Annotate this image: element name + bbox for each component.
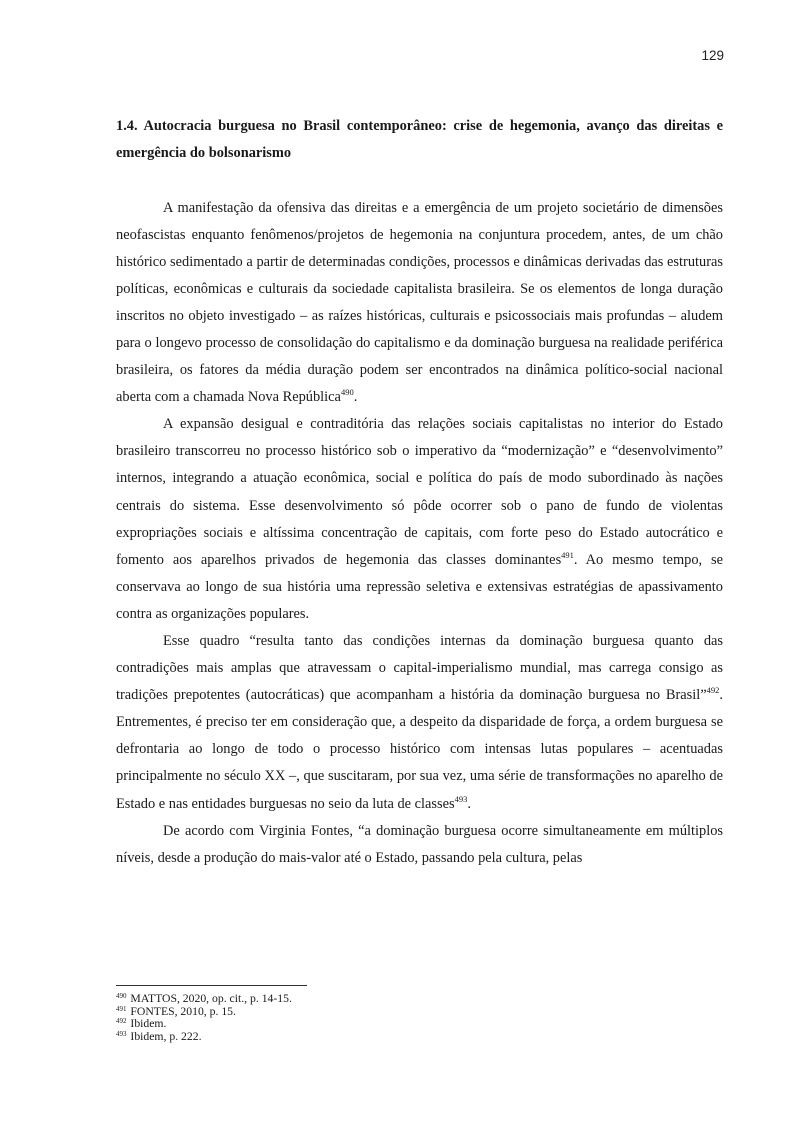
section-title: 1.4. Autocracia burguesa no Brasil contemporâneo: crise de hegemonia, avanço das direitas e emergência do bolsonarismo: [116, 118, 723, 161]
paragraph-text: .: [467, 795, 471, 812]
paragraph: [116, 195, 723, 412]
paragraph: [116, 628, 723, 818]
footnote: [116, 1018, 723, 1031]
footnote-number: 491: [116, 1004, 127, 1013]
paragraph: [116, 411, 723, 628]
footnote: [116, 1006, 723, 1019]
footnote-number: 490: [116, 992, 127, 1000]
footnote-ref: 492: [706, 685, 720, 696]
paragraph-text: . Ao mesmo tempo, se conservava ao longo de sua história uma repressão seletiva e extensivas estratégias de apassivamento contra as organizações populares.: [116, 551, 723, 622]
paragraph: [116, 818, 723, 872]
footnote-separator: [116, 985, 307, 986]
footnote-text: FONTES, 2010, p. 15.: [130, 1004, 236, 1018]
footnote-number: 493: [116, 1029, 127, 1038]
paragraph-text: A expansão desigual e contraditória das relações sociais capitalistas no interior do Estado brasileiro transcorreu no processo histórico sob o imperativo da “modernização” e “desenvolvimento” internos, integrando a atuação econômica, social e política do país de modo subordinado às nações centrais do sistema. Esse desenvolvimento só pôde ocorrer sob o pano de fundo de violentas expropriações sociais e altíssima concentração de capitais, com forte peso do Estado autocrático e fomento aos aparelhos privados de hegemonia das classes dominantes: [116, 416, 723, 568]
paragraph-text: .: [353, 389, 358, 406]
paragraph-text: . Entrementes, é preciso ter em consideração que, a despeito da disparidade de força, a ordem burguesa se defrontaria ao longo de todo o processo histórico com intensas lutas populares – acentuadas principalmente no século XX –, que suscitaram, por sua vez, uma série de transformações no aparelho de Estado e nas entidades burguesas no seio da luta de classes: [116, 687, 723, 812]
footnote-ref: 491: [561, 549, 574, 560]
page-number: 129: [701, 48, 724, 63]
paragraph-text: De acordo com Virginia Fontes, “a dominação burguesa ocorre simultaneamente em múltiplos níveis, desde a produção do mais-valor até o Estado, passando pela cultura, pelas: [116, 822, 723, 866]
paragraph-text: Esse quadro “resulta tanto das condições internas da dominação burguesa quanto das contradições mais amplas que atravessam o capital-imperialismo mundial, mas carrega consigo as tradições prepotentes (autocráticas) que acompanham a história da dominação burguesa no Brasil”: [116, 633, 723, 704]
footnote-ref: 490: [340, 387, 354, 398]
footnotes: [116, 993, 723, 1043]
body-text: [116, 195, 723, 872]
paragraph-text: A manifestação da ofensiva das direitas e a emergência de um projeto societário de dimensões neofascistas enquanto fenômenos/projetos de hegemonia na conjuntura procedem, antes, de um chão histórico sedimentado a partir de determinadas condições, processos e dinâmicas derivadas das estruturas políticas, econômicas e culturais da sociedade capitalista brasileira. Se os elementos de longa duração inscritos no objeto investigado – as raízes históricas, culturais e psicossociais mais profundas – aludem para o longevo processo de consolidação do capitalismo e da dominação burguesa na realidade periférica brasileira, os fatores da média duração podem ser encontrados na dinâmica político-social nacional aberta com a chamada Nova República: [116, 199, 723, 406]
footnote-text: MATTOS, 2020, op. cit., p. 14-15.: [130, 992, 292, 1005]
footnote-ref: 493: [454, 793, 468, 804]
footnote-text: Ibidem.: [130, 1017, 167, 1030]
footnote: [116, 1031, 723, 1044]
footnote-number: 492: [116, 1017, 127, 1025]
footnote-text: Ibidem, p. 222.: [130, 1029, 202, 1043]
